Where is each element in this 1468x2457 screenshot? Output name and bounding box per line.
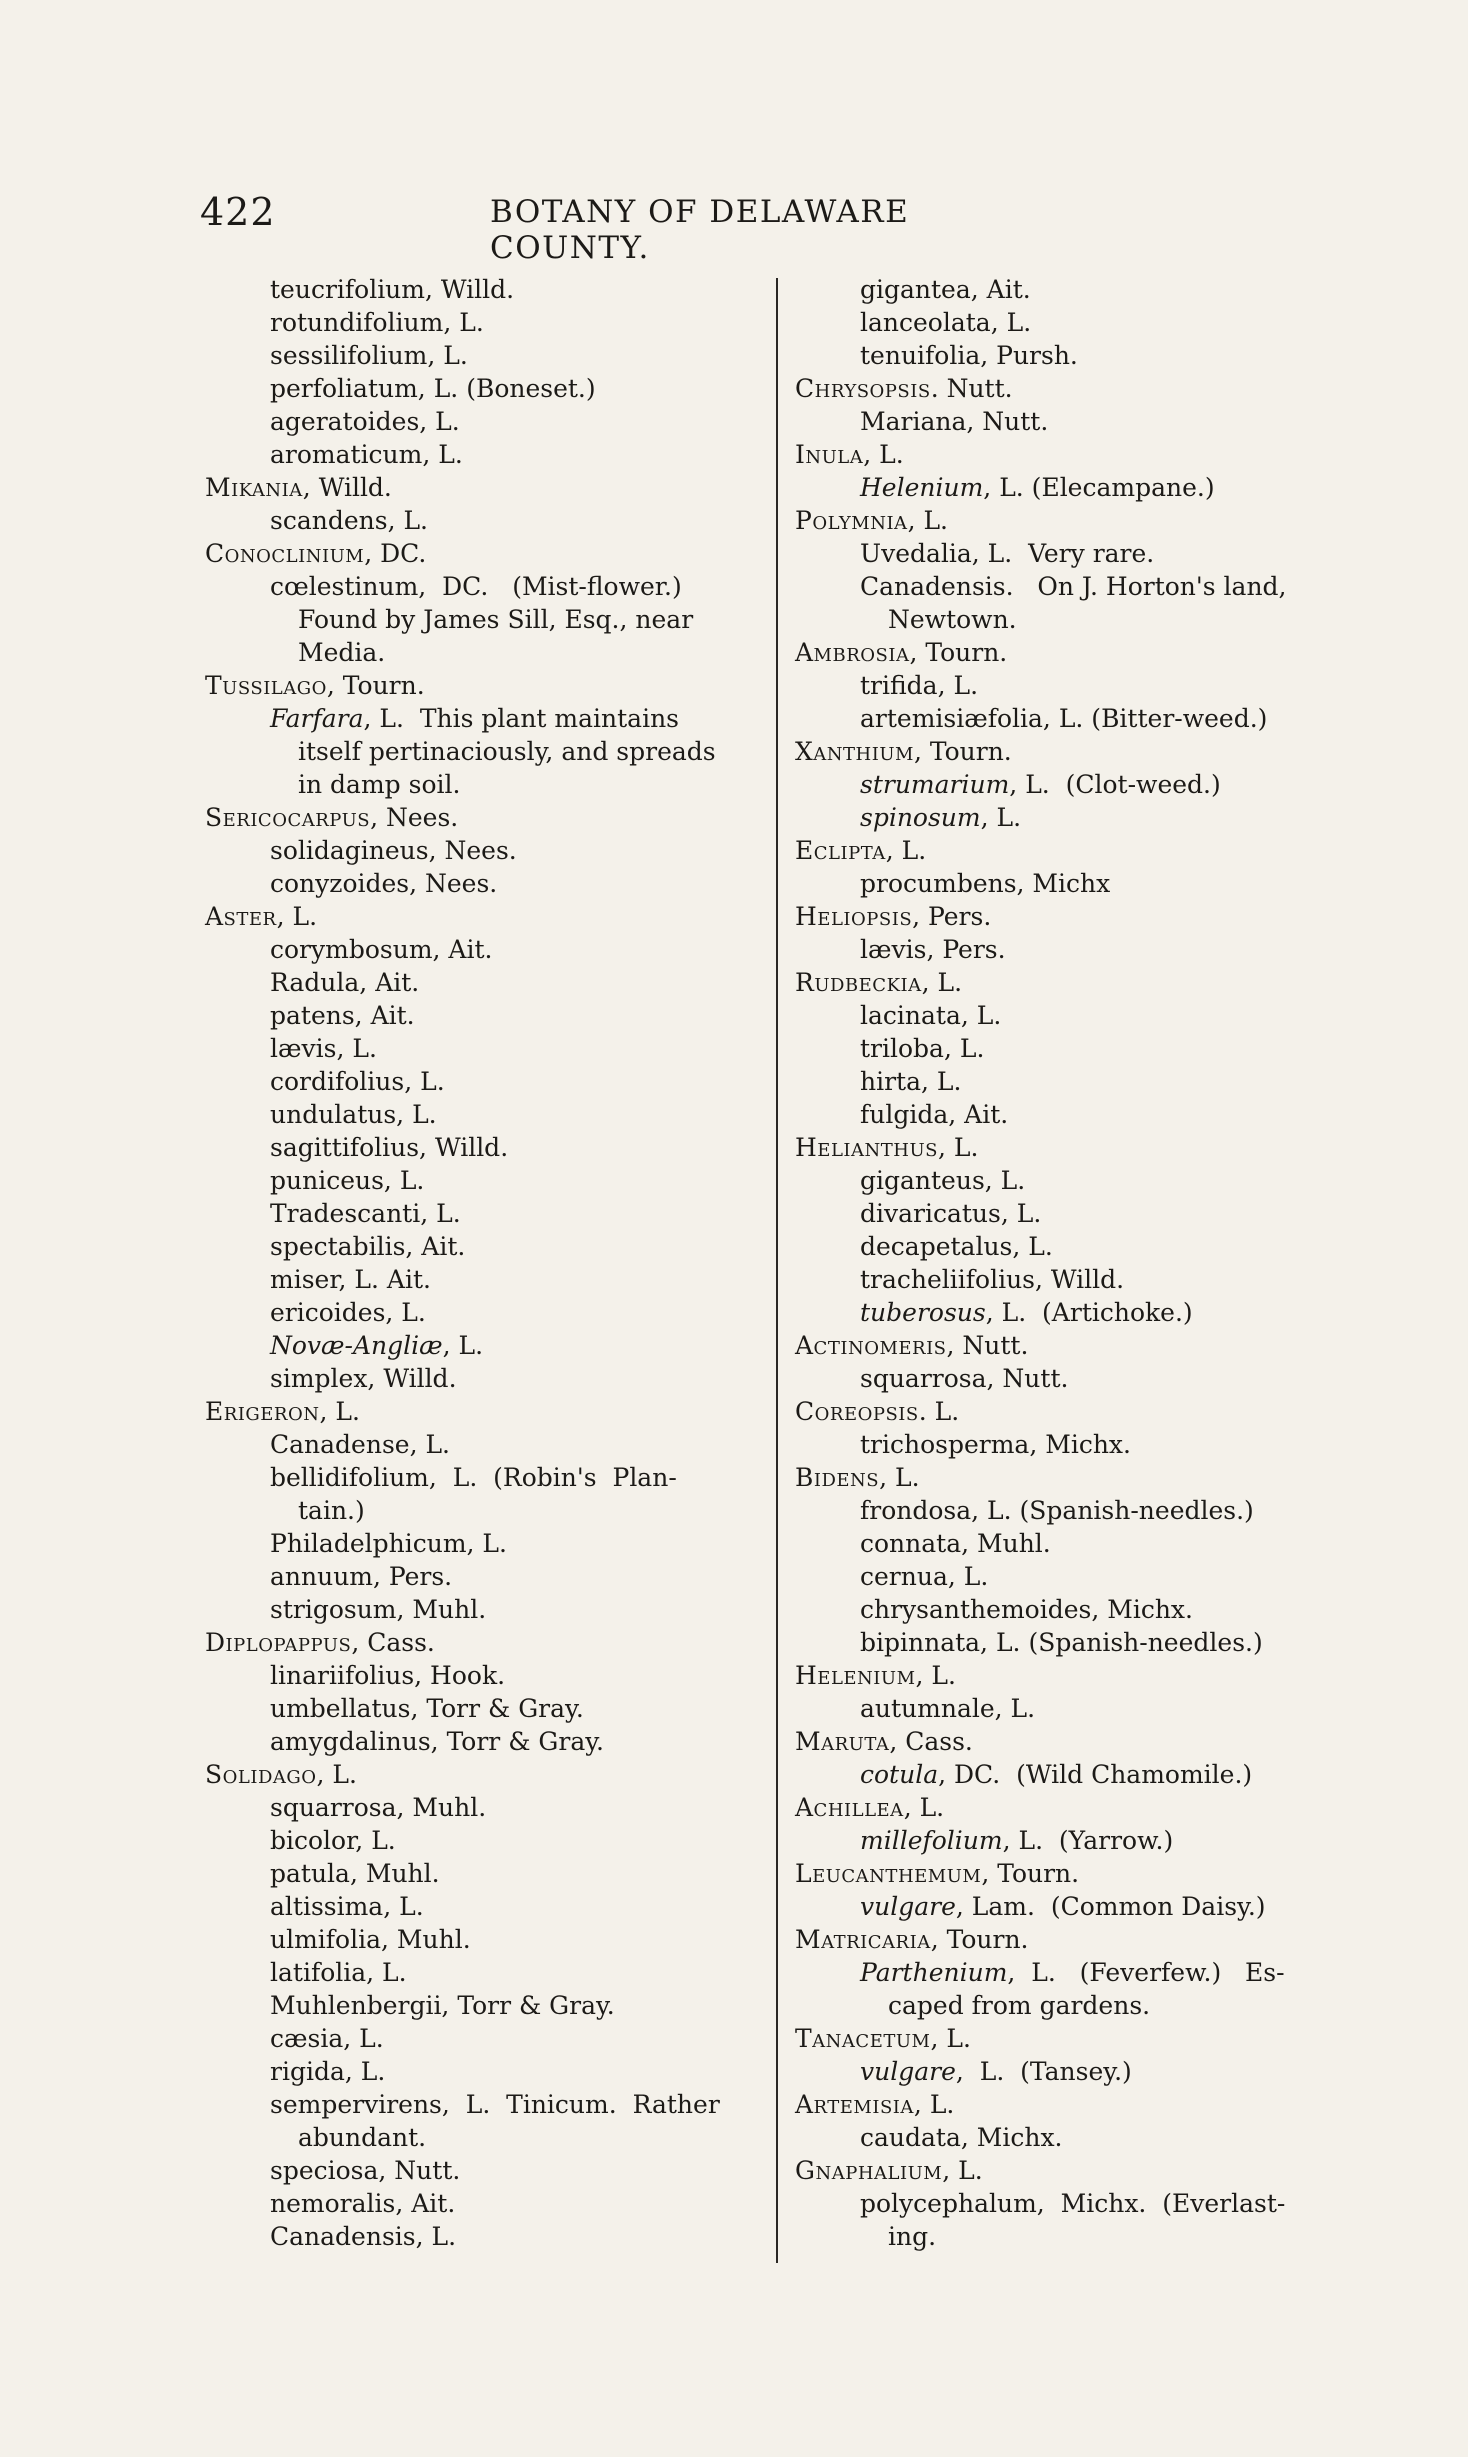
entry-text: ericoides, L.: [270, 1298, 426, 1327]
genus-authority: , Tourn.: [930, 1925, 1029, 1954]
genus-name: Eclipta: [795, 836, 886, 865]
entry-text: caped from gardens.: [888, 1991, 1151, 2020]
genus-authority: , L.: [930, 2024, 971, 2053]
entry-text: nemoralis, Ait.: [270, 2189, 456, 2218]
species-entry: [205, 1362, 760, 1395]
species-epithet-italic: Novæ-Angliæ: [270, 1331, 443, 1360]
running-title: BOTANY OF DELAWARE COUNTY.: [490, 194, 910, 266]
genus-authority: , L.: [319, 1397, 360, 1426]
entry-text: divaricatus, L.: [860, 1199, 1042, 1228]
genus-authority: , L.: [863, 440, 904, 469]
entry-text: patens, Ait.: [270, 1001, 415, 1030]
entry-continuation: [205, 735, 760, 768]
species-entry: [795, 768, 1360, 801]
genus-name: Chrysopsis: [795, 374, 931, 403]
entry-text: cœlestinum, DC. (Mist-flower.): [270, 572, 682, 601]
entry-text: caudata, Michx.: [860, 2123, 1063, 2152]
species-epithet-italic: cotula: [860, 1760, 939, 1789]
genus-authority: , L.: [915, 1661, 956, 1690]
species-entry: [205, 1791, 760, 1824]
genus-heading: [205, 537, 760, 570]
entry-text: chrysanthemoides, Michx.: [860, 1595, 1193, 1624]
entry-text: autumnale, L.: [860, 1694, 1036, 1723]
species-entry: [795, 2055, 1360, 2088]
species-entry: [205, 933, 760, 966]
genus-name: Erigeron: [205, 1397, 320, 1426]
species-entry: [795, 2187, 1360, 2220]
species-entry: [795, 1758, 1360, 1791]
genus-heading: [795, 636, 1360, 669]
right-column: [795, 273, 1360, 2253]
genus-heading: [795, 2022, 1360, 2055]
entry-text: corymbosum, Ait.: [270, 935, 493, 964]
entry-text: Newtown.: [888, 605, 1017, 634]
species-entry: [205, 702, 760, 735]
genus-heading: [795, 504, 1360, 537]
entry-text: Tradescanti, L.: [270, 1199, 461, 1228]
species-entry: [795, 1197, 1360, 1230]
species-entry: [205, 438, 760, 471]
entry-continuation: [795, 2220, 1360, 2253]
genus-name: Xanthium: [795, 737, 914, 766]
species-entry: [795, 1956, 1360, 1989]
entry-text: Found by James Sill, Esq., near: [298, 605, 694, 634]
entry-text: linariifolius, Hook.: [270, 1661, 506, 1690]
genus-heading: [795, 2088, 1360, 2121]
genus-name: Inula: [795, 440, 864, 469]
species-entry: [205, 834, 760, 867]
species-entry: [795, 702, 1360, 735]
entry-text: , L. (Feverfew.) Es-: [1007, 1958, 1285, 1987]
entry-text: ageratoides, L.: [270, 407, 460, 436]
genus-authority: , L.: [913, 2090, 955, 2119]
genus-authority: , Pers.: [912, 902, 992, 931]
genus-authority: , Tourn.: [913, 737, 1012, 766]
entry-continuation: [205, 768, 760, 801]
species-entry: [795, 570, 1360, 603]
entry-text: frondosa, L. (Spanish-needles.): [860, 1496, 1254, 1525]
genus-name: Actinomeris: [795, 1331, 947, 1360]
entry-text: connata, Muhl.: [860, 1529, 1051, 1558]
species-entry: [205, 1098, 760, 1131]
entry-text: tain.): [298, 1496, 365, 1525]
entry-text: aromaticum, L.: [270, 440, 463, 469]
species-entry: [205, 570, 760, 603]
entry-text: Radula, Ait.: [270, 968, 420, 997]
genus-authority: , L.: [316, 1760, 357, 1789]
genus-authority: , L.: [276, 902, 318, 931]
entry-text: polycephalum, Michx. (Everlast-: [860, 2189, 1286, 2218]
entry-text: Muhlenbergii, Torr & Gray.: [270, 1991, 615, 2020]
entry-text: , L. (Artichoke.): [985, 1298, 1193, 1327]
genus-name: Matricaria: [795, 1925, 931, 1954]
species-entry: [795, 471, 1360, 504]
genus-name: Helianthus: [795, 1133, 938, 1162]
species-entry: [795, 1032, 1360, 1065]
genus-name: Helenium: [795, 1661, 916, 1690]
species-entry: [795, 306, 1360, 339]
genus-name: Conoclinium: [205, 539, 365, 568]
species-entry: [795, 1560, 1360, 1593]
genus-heading: [795, 1461, 1360, 1494]
species-entry: [205, 966, 760, 999]
entry-text: umbellatus, Torr & Gray.: [270, 1694, 584, 1723]
species-entry: [795, 1593, 1360, 1626]
species-entry: [205, 1131, 760, 1164]
entry-text: Canadensis, L.: [270, 2222, 457, 2251]
species-entry: [795, 1824, 1360, 1857]
entry-text: procumbens, Michx: [860, 869, 1111, 898]
species-entry: [795, 1230, 1360, 1263]
species-entry: [205, 1527, 760, 1560]
entry-text: latifolia, L.: [270, 1958, 407, 1987]
entry-text: bicolor, L.: [270, 1826, 396, 1855]
entry-continuation: [205, 2121, 760, 2154]
entry-continuation: [795, 603, 1360, 636]
species-entry: [795, 339, 1360, 372]
species-entry: [795, 273, 1360, 306]
genus-name: Coreopsis: [795, 1397, 919, 1426]
entry-text: Canadense, L.: [270, 1430, 451, 1459]
entry-text: trichosperma, Michx.: [860, 1430, 1131, 1459]
species-entry: [205, 1890, 760, 1923]
genus-authority: , L.: [942, 2156, 983, 2185]
species-entry: [795, 1065, 1360, 1098]
species-epithet-italic: strumarium: [860, 770, 1010, 799]
genus-authority: , L.: [879, 1463, 920, 1492]
genus-heading: [795, 900, 1360, 933]
species-entry: [205, 1692, 760, 1725]
species-entry: [205, 306, 760, 339]
species-entry: [205, 1923, 760, 1956]
entry-text: speciosa, Nutt.: [270, 2156, 461, 2185]
genus-authority: , L.: [903, 1793, 945, 1822]
entry-text: lanceolata, L.: [860, 308, 1032, 337]
genus-name: Rudbeckia: [795, 968, 922, 997]
species-entry: [205, 2220, 760, 2253]
genus-authority: . L.: [918, 1397, 960, 1426]
entry-text: sagittifolius, Willd.: [270, 1133, 509, 1162]
species-entry: [795, 1428, 1360, 1461]
species-entry: [795, 537, 1360, 570]
species-entry: [205, 1032, 760, 1065]
genus-name: Tanacetum: [795, 2024, 931, 2053]
genus-heading: [795, 372, 1360, 405]
entry-text: Media.: [298, 638, 386, 667]
entry-text: sempervirens, L. Tinicum. Rather: [270, 2090, 720, 2119]
species-entry: [795, 1692, 1360, 1725]
species-entry: [205, 1296, 760, 1329]
genus-name: Heliopsis: [795, 902, 913, 931]
entry-text: , DC. (Wild Chamomile.): [938, 1760, 1253, 1789]
entry-text: , L.: [980, 803, 1022, 832]
species-entry: [205, 1329, 760, 1362]
genus-authority: , Cass.: [351, 1628, 435, 1657]
entry-text: lacinata, L.: [860, 1001, 1002, 1030]
genus-authority: , Tourn.: [909, 638, 1008, 667]
species-entry: [795, 1296, 1360, 1329]
entry-text: rotundifolium, L.: [270, 308, 484, 337]
genus-heading: [205, 900, 760, 933]
entry-text: undulatus, L.: [270, 1100, 437, 1129]
species-entry: [795, 2121, 1360, 2154]
species-entry: [205, 2187, 760, 2220]
species-entry: [795, 933, 1360, 966]
entry-text: sessilifolium, L.: [270, 341, 468, 370]
genus-heading: [795, 1791, 1360, 1824]
species-entry: [795, 1890, 1360, 1923]
entry-text: trifida, L.: [860, 671, 979, 700]
entry-text: rigida, L.: [270, 2057, 386, 2086]
entry-text: cæsia, L.: [270, 2024, 384, 2053]
entry-text: bipinnata, L. (Spanish-needles.): [860, 1628, 1263, 1657]
species-entry: [795, 1362, 1360, 1395]
entry-text: cordifolius, L.: [270, 1067, 445, 1096]
entry-text: , Lam. (Common Daisy.): [955, 1892, 1266, 1921]
species-entry: [205, 504, 760, 537]
species-entry: [795, 1164, 1360, 1197]
species-epithet-italic: spinosum: [860, 803, 981, 832]
genus-heading: [795, 1857, 1360, 1890]
entry-text: lævis, Pers.: [860, 935, 1006, 964]
genus-authority: , Cass.: [889, 1727, 973, 1756]
entry-text: patula, Muhl.: [270, 1859, 440, 1888]
entry-text: simplex, Willd.: [270, 1364, 457, 1393]
left-column: [205, 273, 760, 2253]
species-entry: [795, 801, 1360, 834]
species-epithet-italic: Helenium: [860, 473, 984, 502]
species-entry: [205, 1560, 760, 1593]
entry-text: in damp soil.: [298, 770, 461, 799]
genus-authority: , Nees.: [370, 803, 459, 832]
species-entry: [205, 867, 760, 900]
entry-continuation: [205, 603, 760, 636]
entry-text: scandens, L.: [270, 506, 429, 535]
species-entry: [205, 339, 760, 372]
entry-text: fulgida, Ait.: [860, 1100, 1009, 1129]
genus-name: Solidago: [205, 1760, 317, 1789]
species-epithet-italic: vulgare: [860, 2057, 956, 2086]
genus-heading: [795, 1923, 1360, 1956]
species-entry: [205, 1956, 760, 1989]
genus-heading: [205, 471, 760, 504]
entry-text: solidagineus, Nees.: [270, 836, 517, 865]
species-entry: [205, 2055, 760, 2088]
entry-text: artemisiæfolia, L. (Bitter-weed.): [860, 704, 1268, 733]
species-entry: [795, 1494, 1360, 1527]
species-entry: [205, 1989, 760, 2022]
entry-continuation: [205, 1494, 760, 1527]
entry-continuation: [205, 636, 760, 669]
entry-text: decapetalus, L.: [860, 1232, 1053, 1261]
entry-text: squarrosa, Muhl.: [270, 1793, 487, 1822]
genus-heading: [205, 1395, 760, 1428]
genus-heading: [205, 669, 760, 702]
species-entry: [205, 405, 760, 438]
genus-authority: , Tourn.: [326, 671, 425, 700]
genus-authority: , Willd.: [302, 473, 392, 502]
genus-heading: [795, 966, 1360, 999]
genus-heading: [795, 2154, 1360, 2187]
genus-name: Mikania: [205, 473, 303, 502]
entry-text: Philadelphicum, L.: [270, 1529, 507, 1558]
species-entry: [205, 1164, 760, 1197]
entry-text: hirta, L.: [860, 1067, 962, 1096]
genus-name: Ambrosia: [795, 638, 910, 667]
species-entry: [205, 1197, 760, 1230]
species-entry: [205, 1461, 760, 1494]
entry-text: puniceus, L.: [270, 1166, 425, 1195]
genus-authority: , L.: [885, 836, 927, 865]
entry-text: perfoliatum, L. (Boneset.): [270, 374, 596, 403]
genus-name: Leucanthemum: [795, 1859, 982, 1888]
genus-name: Tussilago: [205, 671, 327, 700]
genus-authority: . Nutt.: [930, 374, 1013, 403]
species-entry: [205, 372, 760, 405]
entry-text: miser, L. Ait.: [270, 1265, 431, 1294]
entry-text: Mariana, Nutt.: [860, 407, 1049, 436]
page-number: 422: [200, 190, 276, 234]
species-entry: [795, 999, 1360, 1032]
genus-heading: [795, 834, 1360, 867]
genus-authority: , L.: [937, 1133, 979, 1162]
entry-text: cernua, L.: [860, 1562, 989, 1591]
species-epithet-italic: tuberosus: [860, 1298, 986, 1327]
genus-name: Aster: [205, 902, 277, 931]
entry-text: strigosum, Muhl.: [270, 1595, 487, 1624]
species-entry: [795, 1098, 1360, 1131]
species-entry: [795, 1626, 1360, 1659]
genus-name: Diplopappus: [205, 1628, 352, 1657]
genus-heading: [795, 1131, 1360, 1164]
species-entry: [795, 1263, 1360, 1296]
entry-text: , L. (Yarrow.): [1002, 1826, 1174, 1855]
genus-authority: , DC.: [364, 539, 427, 568]
genus-authority: , Nutt.: [946, 1331, 1029, 1360]
genus-heading: [795, 1725, 1360, 1758]
entry-text: amygdalinus, Torr & Gray.: [270, 1727, 604, 1756]
entry-text: lævis, L.: [270, 1034, 377, 1063]
species-entry: [205, 1659, 760, 1692]
genus-heading: [795, 438, 1360, 471]
species-entry: [205, 2022, 760, 2055]
entry-text: spectabilis, Ait.: [270, 1232, 466, 1261]
entry-text: , L. (Tansey.): [955, 2057, 1132, 2086]
entry-text: , L. This plant maintains: [363, 704, 679, 733]
genus-name: Sericocarpus: [205, 803, 371, 832]
entry-text: Uvedalia, L. Very rare.: [860, 539, 1155, 568]
genus-name: Achillea: [795, 1793, 904, 1822]
genus-heading: [795, 735, 1360, 768]
genus-name: Gnaphalium: [795, 2156, 943, 2185]
entry-text: altissima, L.: [270, 1892, 424, 1921]
entry-text: abundant.: [298, 2123, 427, 2152]
genus-heading: [795, 1659, 1360, 1692]
entry-text: tracheliifolius, Willd.: [860, 1265, 1125, 1294]
genus-heading: [795, 1329, 1360, 1362]
species-entry: [205, 1428, 760, 1461]
genus-name: Maruta: [795, 1727, 890, 1756]
genus-heading: [205, 1758, 760, 1791]
entry-text: tenuifolia, Pursh.: [860, 341, 1078, 370]
column-divider: [776, 278, 778, 2263]
entry-text: Canadensis. On J. Horton's land,: [860, 572, 1287, 601]
entry-text: conyzoides, Nees.: [270, 869, 498, 898]
species-epithet-italic: vulgare: [860, 1892, 956, 1921]
entry-text: , L.: [442, 1331, 484, 1360]
genus-heading: [795, 1395, 1360, 1428]
species-entry: [205, 1263, 760, 1296]
species-entry: [795, 867, 1360, 900]
species-epithet-italic: Farfara: [270, 704, 364, 733]
species-entry: [795, 1527, 1360, 1560]
species-entry: [205, 1824, 760, 1857]
entry-text: bellidifolium, L. (Robin's Plan-: [270, 1463, 677, 1492]
genus-name: Artemisia: [795, 2090, 914, 2119]
entry-continuation: [795, 1989, 1360, 2022]
entry-text: annuum, Pers.: [270, 1562, 453, 1591]
genus-heading: [205, 1626, 760, 1659]
entry-text: , L. (Clot-weed.): [1009, 770, 1221, 799]
genus-name: Polymnia: [795, 506, 908, 535]
genus-authority: , Tourn.: [981, 1859, 1080, 1888]
species-entry: [205, 999, 760, 1032]
species-entry: [205, 2154, 760, 2187]
genus-heading: [205, 801, 760, 834]
species-epithet-italic: Parthenium: [860, 1958, 1008, 1987]
species-entry: [205, 1857, 760, 1890]
entry-text: , L. (Elecampane.): [983, 473, 1215, 502]
species-entry: [205, 1230, 760, 1263]
genus-name: Bidens: [795, 1463, 880, 1492]
species-entry: [795, 669, 1360, 702]
species-entry: [205, 2088, 760, 2121]
entry-text: itself pertinaciously, and spreads: [298, 737, 716, 766]
species-entry: [205, 1593, 760, 1626]
entry-text: giganteus, L.: [860, 1166, 1026, 1195]
genus-authority: , L.: [907, 506, 949, 535]
entry-text: triloba, L.: [860, 1034, 985, 1063]
genus-authority: , L.: [921, 968, 963, 997]
page-header: [200, 190, 1050, 266]
species-entry: [205, 1065, 760, 1098]
species-entry: [205, 1725, 760, 1758]
entry-text: ulmifolia, Muhl.: [270, 1925, 471, 1954]
entry-text: teucrifolium, Willd.: [270, 275, 515, 304]
species-epithet-italic: millefolium: [860, 1826, 1003, 1855]
entry-text: squarrosa, Nutt.: [860, 1364, 1069, 1393]
species-entry: [205, 273, 760, 306]
entry-text: gigantea, Ait.: [860, 275, 1031, 304]
entry-text: ing.: [888, 2222, 937, 2251]
species-entry: [795, 405, 1360, 438]
